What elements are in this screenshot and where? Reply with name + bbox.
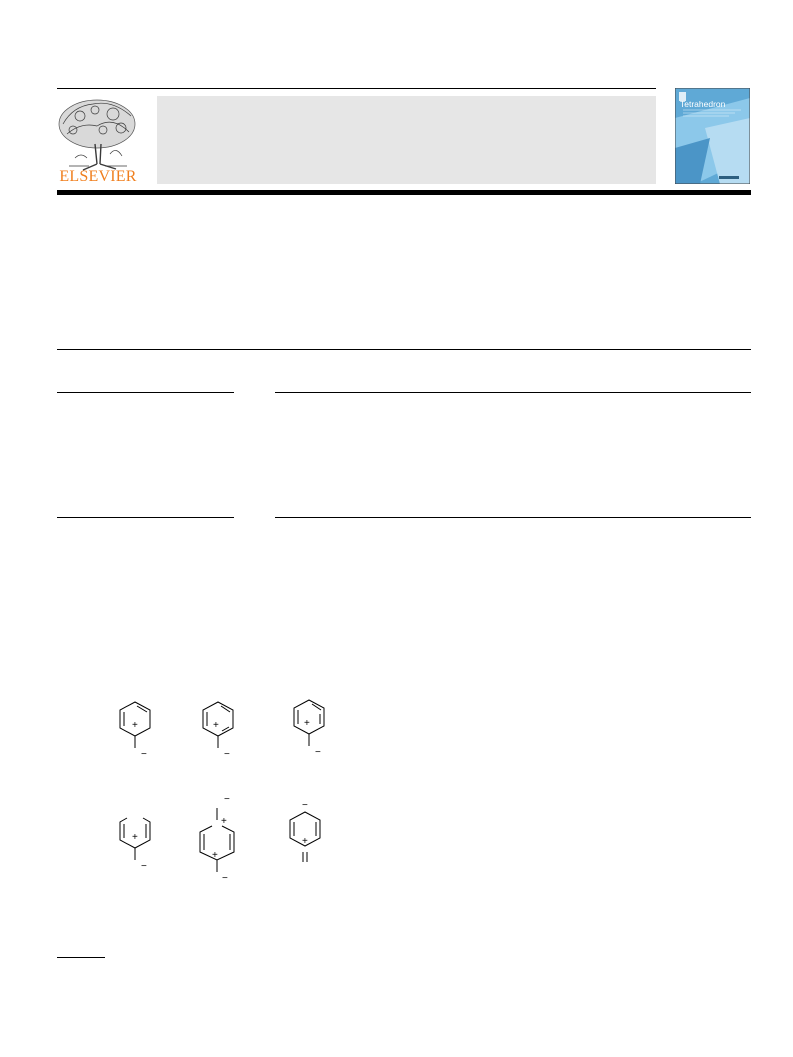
journal-cover-title: Tetrahedron (680, 99, 726, 109)
plus-charge: + (213, 720, 219, 731)
structure-2 (195, 694, 245, 760)
article-info-top-rule (57, 349, 751, 350)
plus-charge-top: + (221, 816, 227, 827)
structure-4 (112, 806, 162, 876)
plus-charge: + (304, 718, 310, 729)
footnote-rule (57, 957, 105, 958)
structure-6 (282, 796, 332, 868)
masthead-top-rule (57, 88, 656, 89)
structure-5 (190, 790, 250, 886)
minus-charge: − (222, 873, 228, 884)
masthead-bottom-rule (57, 190, 751, 195)
structure-1 (112, 694, 162, 760)
minus-charge: − (315, 747, 321, 758)
minus-charge: − (224, 749, 230, 760)
keywords-rule-left (57, 517, 234, 518)
journal-header-band (157, 96, 656, 184)
plus-charge: + (132, 832, 138, 843)
elsevier-wordmark: ELSEVIER (59, 168, 137, 185)
minus-charge: − (141, 861, 147, 872)
abstract-rule-right (275, 392, 751, 393)
minus-charge: − (141, 749, 147, 760)
structure-3 (286, 694, 336, 760)
keywords-rule-right (275, 517, 751, 518)
plus-charge: + (302, 836, 308, 847)
minus-charge-top: − (224, 794, 230, 805)
plus-charge: + (212, 850, 218, 861)
article-info-rule-left (57, 392, 234, 393)
minus-charge: − (302, 800, 308, 811)
plus-charge: + (132, 720, 138, 731)
